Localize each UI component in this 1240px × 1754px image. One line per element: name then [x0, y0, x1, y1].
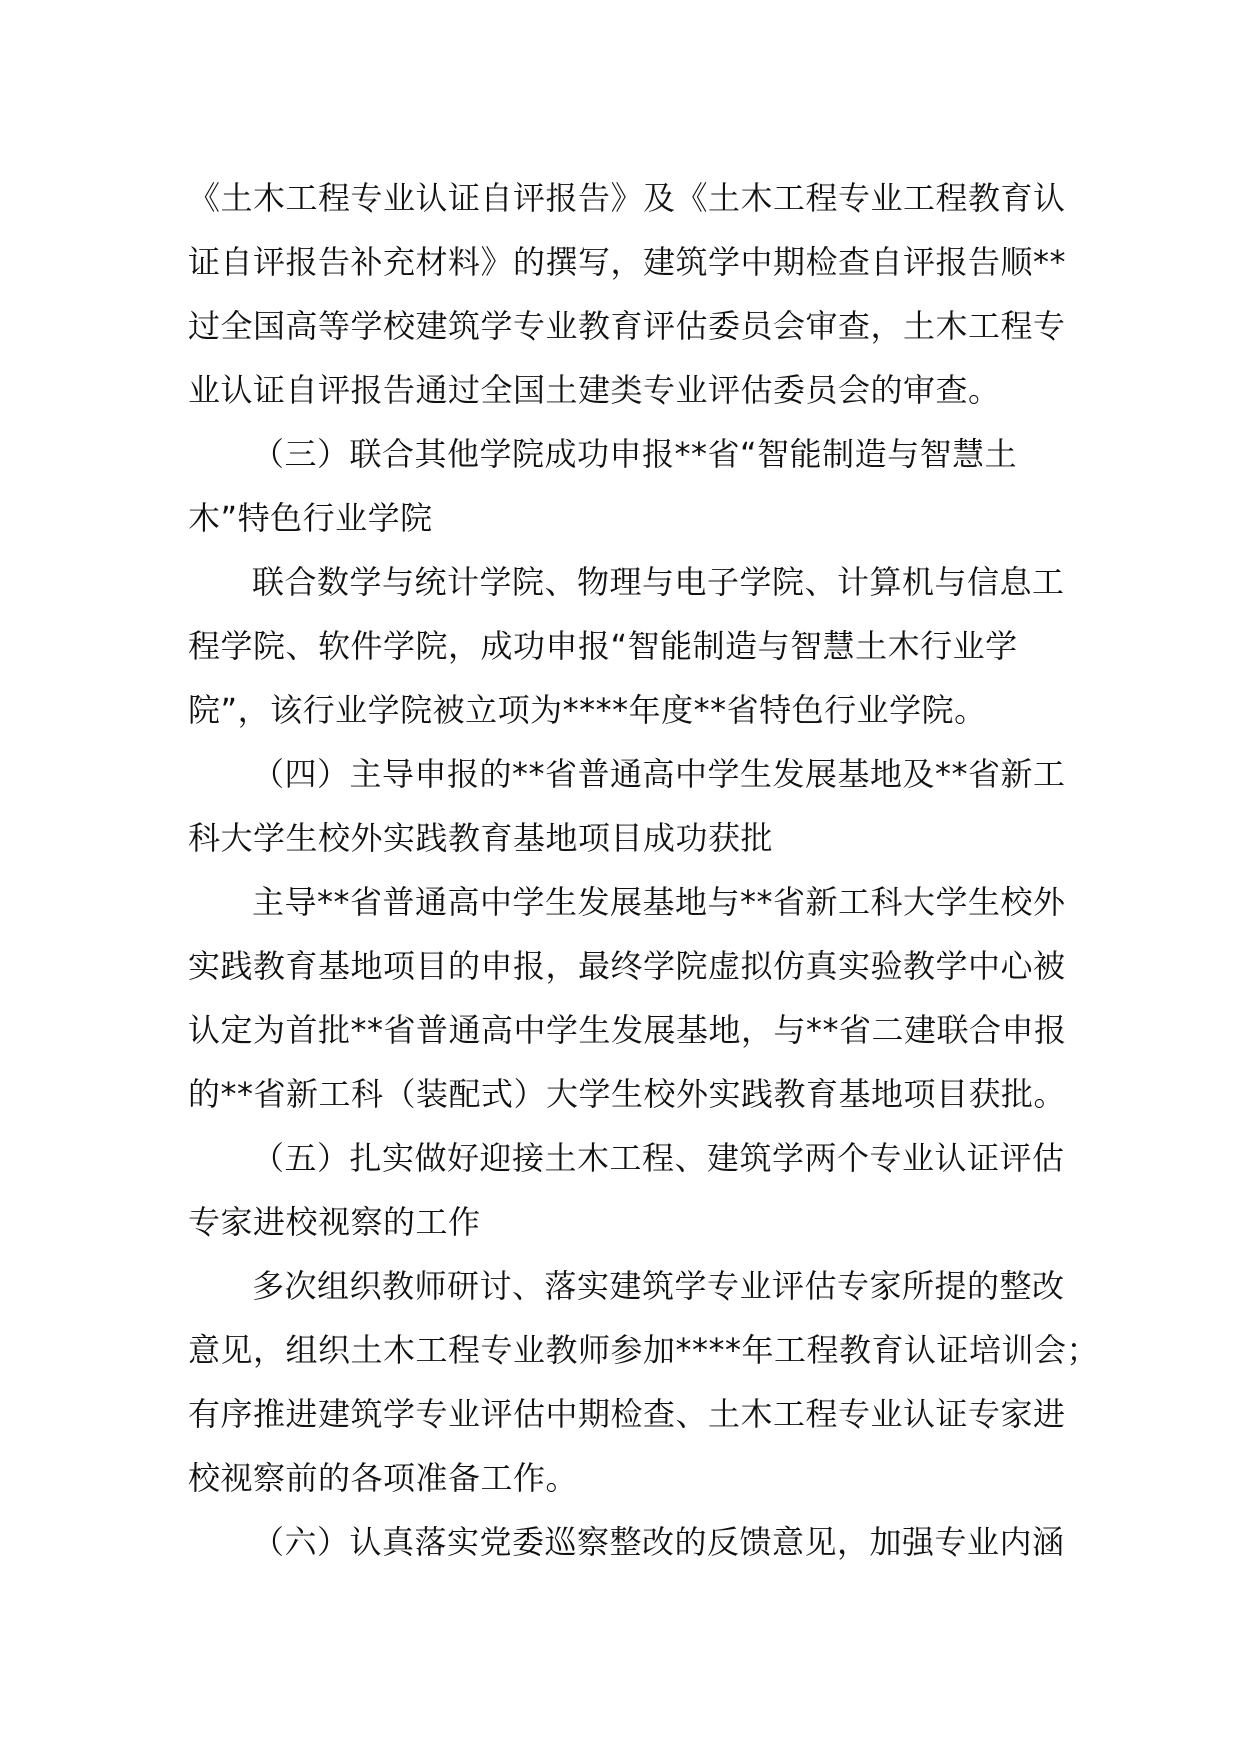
body-text-line: 意见，组织土木工程专业教师参加****年工程教育认证培训会；	[188, 1331, 1100, 1369]
section-heading-3: （三）联合其他学院成功申报**省“智能制造与智慧土	[252, 435, 1018, 473]
section-heading-5: （五）扎实做好迎接土木工程、建筑学两个专业认证评估	[252, 1139, 1065, 1177]
paragraph-start: 多次组织教师研讨、落实建筑学专业评估专家所提的整改	[252, 1267, 1065, 1305]
body-text-line: 院”，该行业学院被立项为****年度**省特色行业学院。	[188, 691, 987, 729]
section-heading-6: （六）认真落实党委巡察整改的反馈意见，加强专业内涵	[252, 1523, 1065, 1561]
body-text-line: 校视察前的各项准备工作。	[188, 1459, 579, 1497]
body-text-line: 过全国高等学校建筑学专业教育评估委员会审查，土木工程专	[188, 307, 1066, 345]
body-text-line: 认定为首批**省普通高中学生发展基地，与**省二建联合申报	[188, 1011, 1067, 1049]
body-text-line: 《土木工程专业认证自评报告》及《土木工程专业工程教育认	[188, 179, 1066, 217]
body-text-line: 实践教育基地项目的申报，最终学院虚拟仿真实验教学中心被	[188, 947, 1066, 985]
paragraph-start: 联合数学与统计学院、物理与电子学院、计算机与信息工	[252, 563, 1065, 601]
body-text-line: 有序推进建筑学专业评估中期检查、土木工程专业认证专家进	[188, 1395, 1066, 1433]
body-text-line: 程学院、软件学院，成功申报“智能制造与智慧土木行业学	[188, 627, 1018, 665]
section-heading-4: （四）主导申报的**省普通高中学生发展基地及**省新工	[252, 755, 1066, 793]
body-text-line: 证自评报告补充材料》的撰写，建筑学中期检查自评报告顺**	[188, 243, 1067, 281]
section-heading-5-cont: 专家进校视察的工作	[188, 1203, 481, 1241]
section-heading-4-cont: 科大学生校外实践教育基地项目成功获批	[188, 819, 774, 857]
paragraph-start: 主导**省普通高中学生发展基地与**省新工科大学生校外	[252, 883, 1066, 921]
body-text-line: 的**省新工科（装配式）大学生校外实践教育基地项目获批。	[188, 1075, 1067, 1113]
section-heading-3-cont: 木”特色行业学院	[188, 499, 433, 537]
body-text-line: 业认证自评报告通过全国土建类专业评估委员会的审查。	[188, 371, 1001, 409]
